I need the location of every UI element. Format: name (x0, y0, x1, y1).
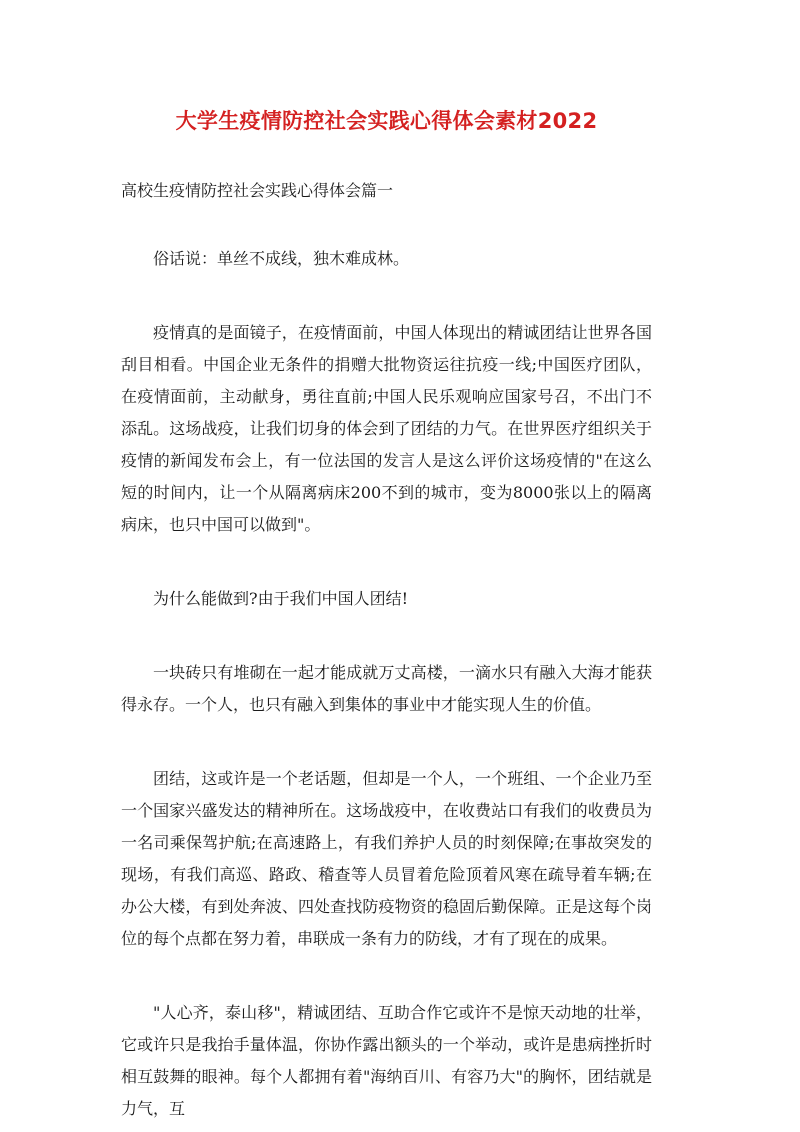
paragraph-why: 为什么能做到?由于我们中国人团结! (153, 589, 409, 608)
document-title: 大学生疫情防控社会实践心得体会素材2022 (175, 109, 598, 133)
paragraph-unity: 团结，这或许是一个老话题，但却是一个人，一个班组、一个企业乃至一个国家兴盛发达的精神所在。这场战疫中，在收费站口有我们的收费员为一名司乘保驾护航;在高速路上，有我们养护人员的时刻保障;在事故突发的现场，有我们高巡、路政、稽查等人员冒着危险顶着风寒在疏导着车辆;在办公大楼，有到处奔波、四处查找防疫物资的稳固后勤保障。正是这每个岗位的每个点都在努力着，串联成一条有力的防线，才有了现在的成果。 (121, 769, 652, 948)
document-subtitle: 高校生疫情防控社会实践心得体会篇一 (121, 181, 394, 200)
paragraph-proverb: 俗话说：单丝不成线，独木难成林。 (153, 249, 410, 268)
paragraph-epidemic-mirror: 疫情真的是面镜子，在疫情面前，中国人体现出的精诚团结让世界各国刮目相看。中国企业无条件的捐赠大批物资运往抗疫一线;中国医疗团队，在疫情面前，主动献身，勇往直前;中国人民乐观响应国家号召，不出门不添乱。这场战疫，让我们切身的体会到了团结的力气。在世界医疗组织关于疫情的新闻发布会上，有一位法国的发言人是这么评价这场疫情的"在这么短的时间内，让一个从隔离病床200不到的城市，变为8000张以上的隔离病床，也只中国可以做到"。 (121, 323, 652, 534)
paragraph-united-hearts: "人心齐，泰山移"，精诚团结、互助合作它或许不是惊天动地的壮举，它或许只是我抬手量体温，你协作露出额头的一个举动，或许是患病挫折时相互鼓舞的眼神。每个人都拥有着"海纳百川、有容乃大"的胸怀，团结就是力气，互 (121, 1003, 652, 1118)
paragraph-brick-and-water: 一块砖只有堆砌在一起才能成就万丈高楼，一滴水只有融入大海才能获得永存。一个人，也只有融入到集体的事业中才能实现人生的价值。 (121, 663, 652, 714)
